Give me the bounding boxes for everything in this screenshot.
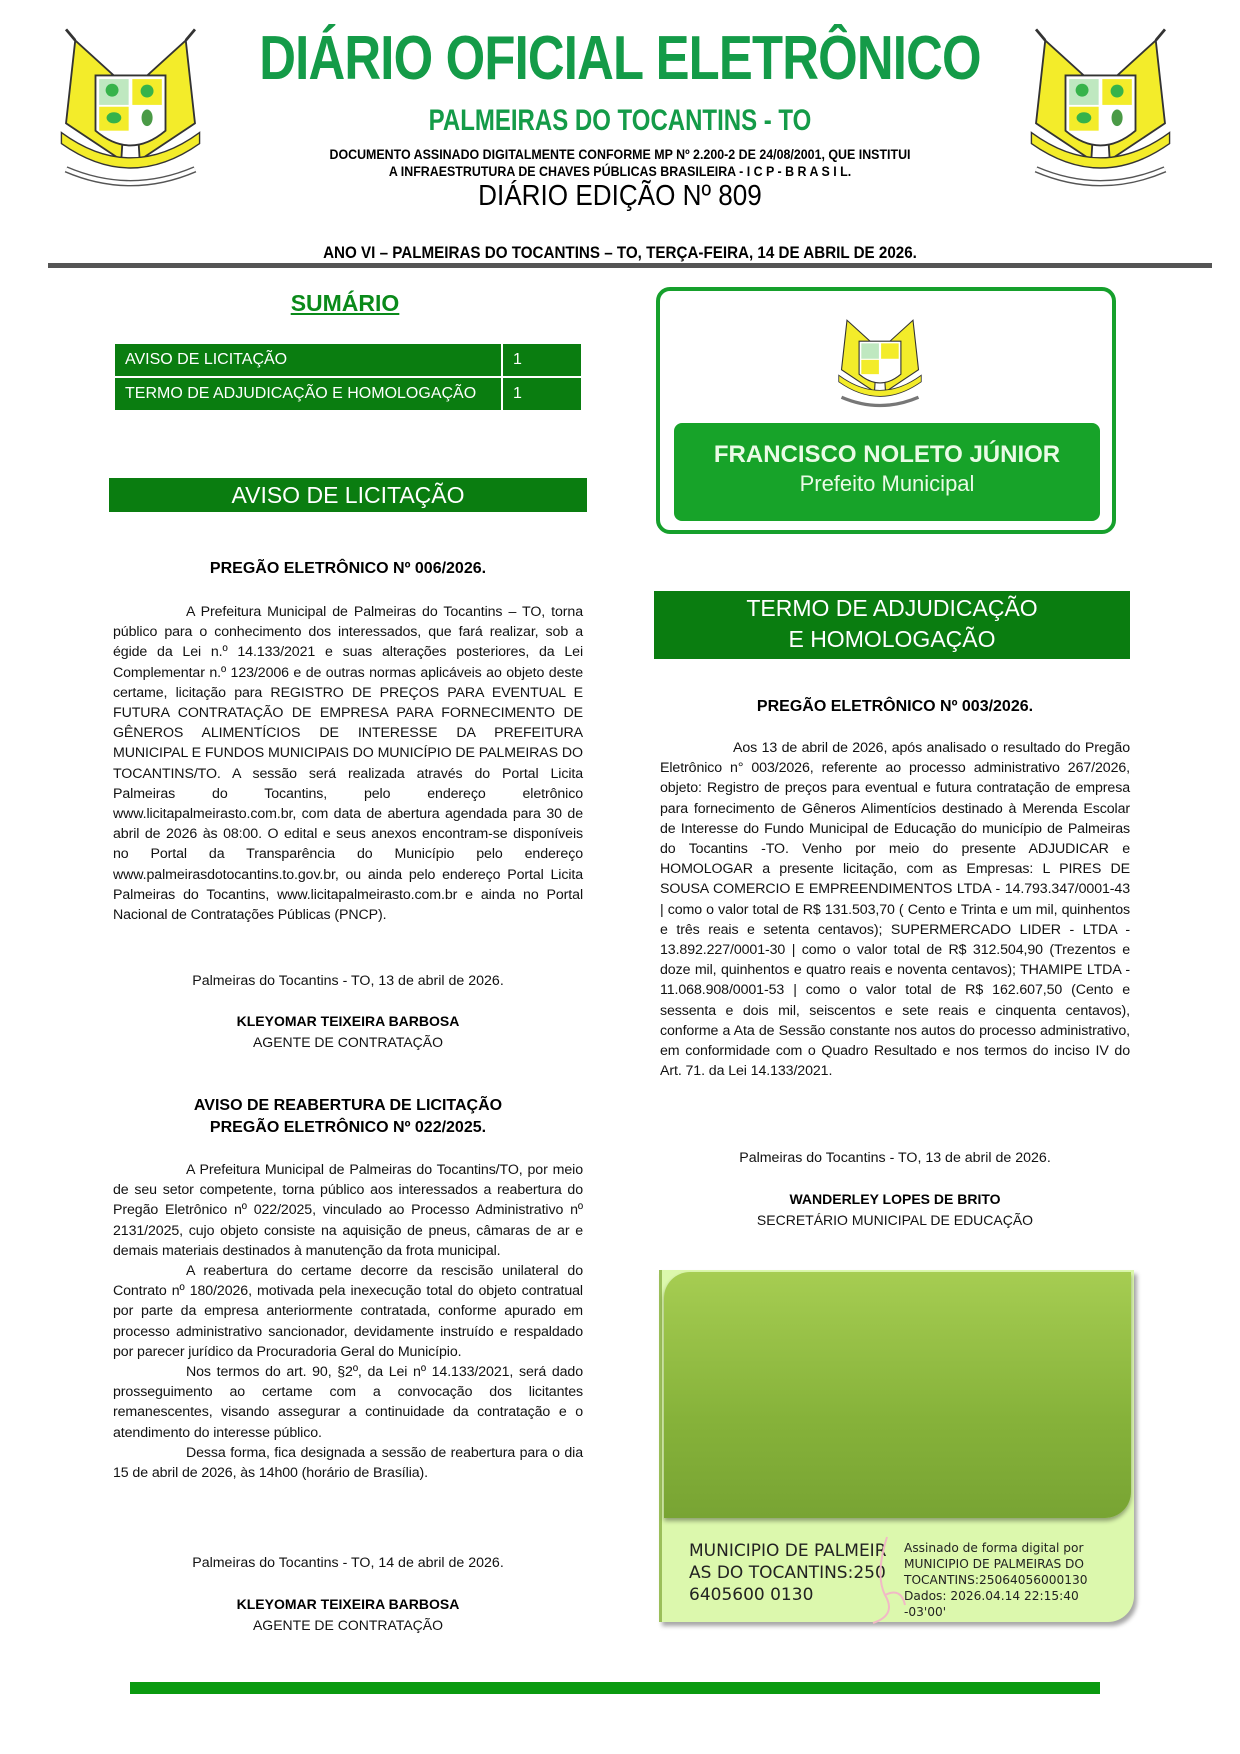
legal-notice-line-1: DOCUMENTO ASSINADO DIGITALMENTE CONFORME MP Nº 2.200-2 DE 24/08/2001, QUE INSTITUI xyxy=(329,147,911,162)
legal-notice xyxy=(50,146,1191,180)
notice-paragraph xyxy=(113,1160,583,1261)
summary-row[interactable] xyxy=(114,343,582,377)
notice-subheading: PREGÃO ELETRÔNICO Nº 022/2025. xyxy=(209,1119,487,1136)
digital-signature-stamp[interactable] xyxy=(659,1270,1134,1622)
notice-body xyxy=(113,1160,583,1483)
signature-line: Assinado de forma digital por xyxy=(904,1541,1084,1555)
termo-heading: PREGÃO ELETRÔNICO Nº 003/2026. xyxy=(756,698,1034,715)
legal-notice-line-2: A INFRAESTRUTURA DE CHAVES PÚBLICAS BRASILEIRA - I C P - B R A S I L. xyxy=(388,164,852,179)
notice-paragraph xyxy=(113,1443,583,1483)
mayor-role: Prefeito Municipal xyxy=(799,471,975,496)
notice-paragraph-text: A reabertura do certame decorre da rescisão unilateral do Contrato nº 180/2026, motivada pela inexecução total do objeto contratual por parte da empresa anteriormente contratada, conforme apurado em processo administrativo sancionador, devidamente instruído e respaldado por parecer jurídico da Procuradoria Geral do Município. xyxy=(113,1263,583,1360)
adobe-signature-icon xyxy=(867,1535,907,1625)
termo-body xyxy=(660,738,1130,1081)
notice-body-text: A Prefeitura Municipal de Palmeiras do Tocantins – TO, torna público para o conhecimento dos interessados, que fará realizar, sob a égide da Lei n.º 14.133/2021 e suas alterações posteriores, da Lei Complementar n.º 123/2006 e de outras normas aplicáveis ao objeto deste certame, licitação para REGISTRO DE PREÇOS PARA EVENTUAL E FUTURA CONTRATAÇÃO DE EMPRESA PARA FORNECIMENTO DE GÊNEROS ALIMENTÍCIOS DE INTERESSE DA PREFEITURA MUNICIPAL E FUNDOS MUNICIPAIS DO MUNICÍPIO DE PALMEIRAS DO TOCANTINS/TO. A sessão será realizada através do Portal Licita Palmeiras do Tocantins, pelo endereço eletrônico www.licitapalmeirasto.com.br, com data de abertura agendada para 30 de abril de 2026 às 08:00. O edital e seus anexos encontram-se disponíveis no Portal da Transparência do Município pelo endereço www.palmeirasdotocantins.to.gov.br, ou ainda pelo endereço Portal Licita Palmeiras do Tocantins, www.licitapalmeirasto.com.br e ainda no Portal Nacional de Contratações Públicas (PNCP). xyxy=(113,604,583,924)
notice-paragraph-text: Nos termos do art. 90, §2º, da Lei nº 14.133/2021, será dado prosseguimento ao certame com a convocação dos licitantes remanescentes, visando assegurar a continuidade da contratação e o atendimento do interesse público. xyxy=(113,1364,583,1441)
header-divider xyxy=(48,263,1212,268)
section-header-termo xyxy=(654,591,1130,659)
notice-paragraph xyxy=(113,1261,583,1362)
municipality-title: PALMEIRAS DO TOCANTINS - TO xyxy=(428,104,812,137)
signature-details xyxy=(904,1540,1134,1620)
dateline: ANO VI – PALMEIRAS DO TOCANTINS – TO, TERÇA-FEIRA, 14 DE ABRIL DE 2026. xyxy=(323,244,917,262)
summary-row-label: AVISO DE LICITAÇÃO xyxy=(114,343,502,377)
stamp-banner xyxy=(664,1272,1131,1518)
signer-role: AGENTE DE CONTRATAÇÃO xyxy=(252,1034,444,1050)
notice-heading: PREGÃO ELETRÔNICO Nº 006/2026. xyxy=(209,560,487,577)
summary-row[interactable] xyxy=(114,377,582,411)
notice-heading: AVISO DE REABERTURA DE LICITAÇÃO xyxy=(193,1097,503,1114)
notice-paragraph-text: A Prefeitura Municipal de Palmeiras do Tocantins/TO, por meio de seu setor competente, torna público aos interessados a reabertura do Pregão Eletrônico nº 022/2025, vinculado ao Processo Administrativo nº 2131/2025, cujo objeto consiste na aquisição de pneus, câmaras de ar e demais materiais destinados à manutenção da frota municipal. xyxy=(113,1162,583,1259)
mayor-card xyxy=(656,287,1116,534)
edition-number: DIÁRIO EDIÇÃO Nº 809 xyxy=(478,180,762,212)
summary-row-page: 1 xyxy=(502,377,582,411)
signer-role: AGENTE DE CONTRATAÇÃO xyxy=(252,1617,444,1633)
coat-of-arms-icon xyxy=(825,304,935,419)
signer-name: WANDERLEY LOPES DE BRITO xyxy=(789,1191,1001,1207)
mayor-name: FRANCISCO NOLETO JÚNIOR xyxy=(713,441,1061,468)
termo-place-date: Palmeiras do Tocantins - TO, 13 de abril de 2026. xyxy=(739,1150,1051,1166)
signature-line: Dados: 2026.04.14 22:15:40 xyxy=(904,1589,1079,1603)
section-header-line-1: TERMO DE ADJUDICAÇÃO xyxy=(746,595,1038,621)
summary-row-label: TERMO DE ADJUDICAÇÃO E HOMOLOGAÇÃO xyxy=(114,377,502,411)
termo-body-text: Aos 13 de abril de 2026, após analisado o resultado do Pregão Eletrônico n° 003/2026, referente ao processo administrativo 267/2026, objeto: Registro de preços para eventual e futura contratação de empresa para fornecimento de Gêneros Alimentícios destinado à Merenda Escolar de Interesse do Fundo Municipal de Educação do município de Palmeiras do Tocantins -TO. Venho por meio do presente ADJUDICAR e HOMOLOGAR a presente licitação, com as Empresas: L PIRES DE SOUSA COMERCIO E EMPREENDIMENTOS LTDA - 14.793.347/0001-43 | como o valor total de R$ 131.503,70 ( Cento e Trinta e um mil, quinhentos e três reais e setenta centavos); SUPERMERCADO LIDER - LTDA - 13.892.227/0001-30 | como o valor total de R$ 312.504,90 (Trezentos e doze mil, quinhentos e quatro reais e noventa centavos); THAMIPE LTDA - 11.068.908/0001-53 | como o valor total de R$ 162.607,50 (Cento e sessenta e dois mil, seiscentos e sete reais e cinquenta centavos), conforme a Ata de Sessão constante nos autos do processo administrativo, em conformidade com o Quadro Resultado e nos termos do inciso IV do Art. 71. da Lei 14.133/2021. xyxy=(660,740,1130,1080)
summary-row-page: 1 xyxy=(502,343,582,377)
mayor-name-band xyxy=(674,423,1100,521)
signer-name: KLEYOMAR TEIXEIRA BARBOSA xyxy=(236,1013,460,1029)
summary-table xyxy=(113,342,583,412)
signer-role: SECRETÁRIO MUNICIPAL DE EDUCAÇÃO xyxy=(756,1212,1034,1228)
section-header-aviso: AVISO DE LICITAÇÃO xyxy=(109,478,587,512)
gazette-title: DIÁRIO OFICIAL ELETRÔNICO xyxy=(259,24,981,93)
signature-line: -03'00' xyxy=(904,1605,947,1619)
notice-place-date: Palmeiras do Tocantins - TO, 13 de abril de 2026. xyxy=(192,973,504,989)
notice-paragraph xyxy=(113,1362,583,1443)
summary-title: SUMÁRIO xyxy=(290,290,400,316)
notice-body xyxy=(113,602,583,925)
signature-line: TOCANTINS:25064056000130 xyxy=(904,1573,1088,1587)
signature-signer: MUNICIPIO DE PALMEIRAS DO TOCANTINS:2506405600 0130 xyxy=(689,1541,887,1605)
notice-place-date: Palmeiras do Tocantins - TO, 14 de abril de 2026. xyxy=(192,1555,504,1571)
signature-line: MUNICIPIO DE PALMEIRAS DO xyxy=(904,1557,1085,1571)
footer-divider xyxy=(130,1682,1100,1694)
notice-paragraph-text: Dessa forma, fica designada a sessão de reabertura para o dia 15 de abril de 2026, às 14h00 (horário de Brasília). xyxy=(113,1444,583,1482)
signer-name: KLEYOMAR TEIXEIRA BARBOSA xyxy=(236,1596,460,1612)
section-header-line-2: E HOMOLOGAÇÃO xyxy=(788,626,996,652)
